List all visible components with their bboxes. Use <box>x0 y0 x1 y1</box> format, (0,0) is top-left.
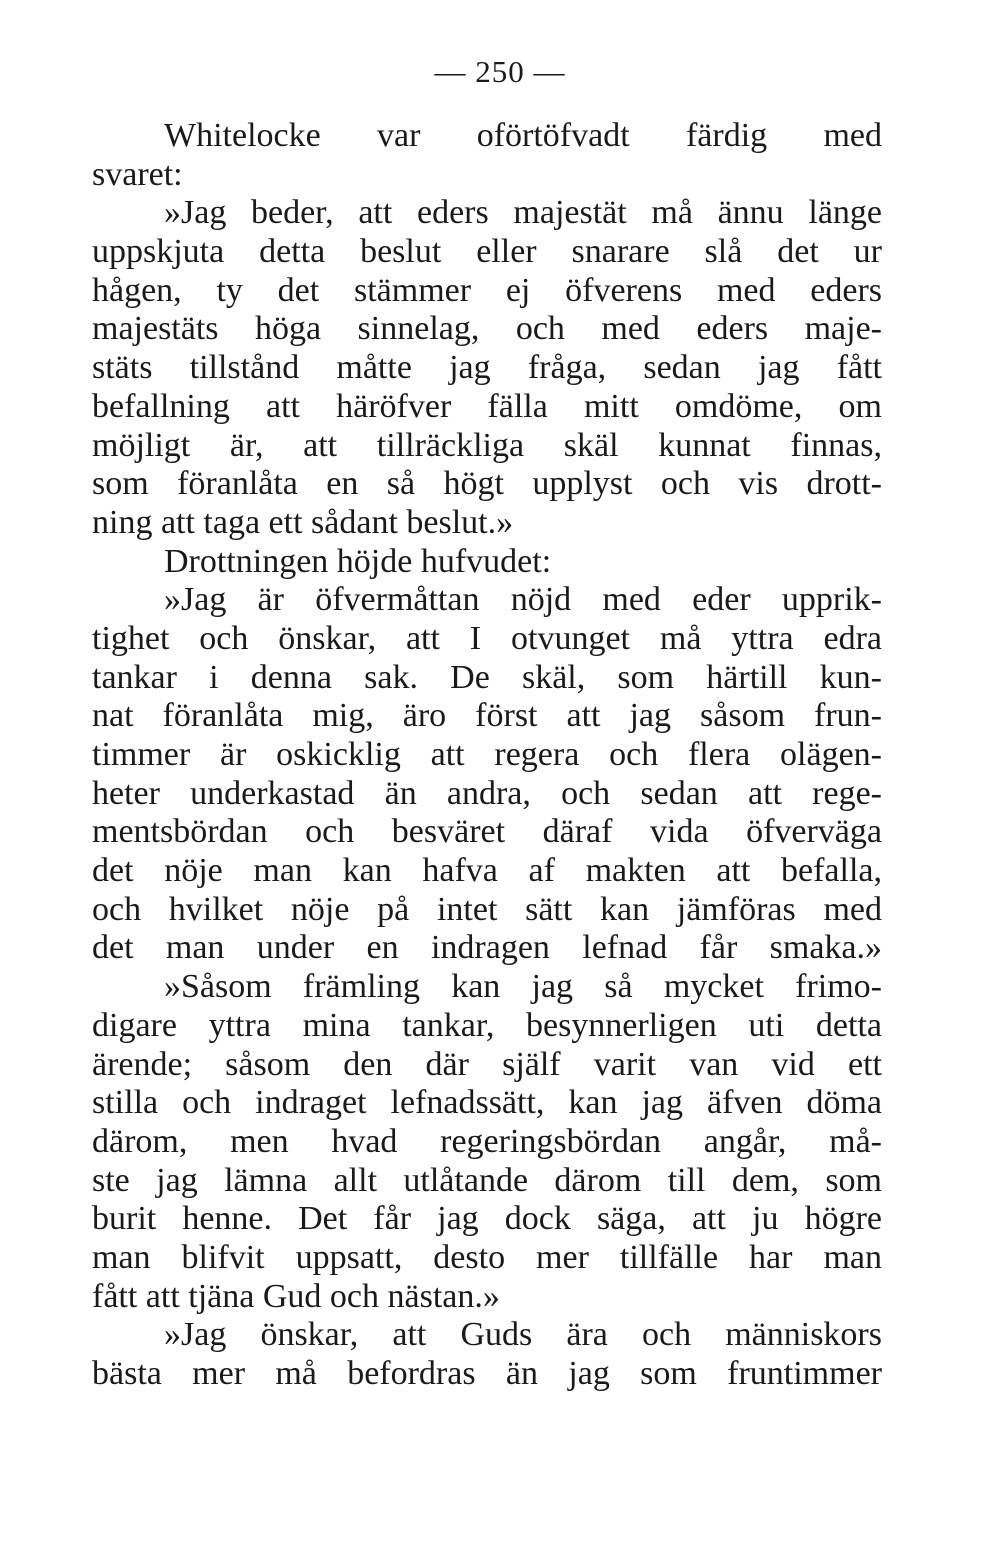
text-line: befallning att häröfver fälla mitt omdöme, om <box>92 387 882 425</box>
text-line: tankar i denna sak. De skäl, som härtill kun- <box>92 658 882 696</box>
text-line: stäts tillstånd måtte jag fråga, sedan jag fått <box>92 349 882 387</box>
text-line: svaret: <box>92 155 183 193</box>
text-line: mentsbördan och besväret däraf vida öfverväga <box>92 813 882 851</box>
text-line: fått att tjäna Gud och nästan.» <box>92 1277 500 1315</box>
text-line: »Jag är öfvermåttan nöjd med eder upprik- <box>164 581 882 619</box>
text-line: det nöje man kan hafva af makten att befalla, <box>92 852 882 890</box>
page-number: — 250 — <box>434 54 566 89</box>
text-line: timmer är oskicklig att regera och flera olägen- <box>92 736 882 773</box>
text-line: möjligt är, att tillräckliga skäl kunnat finnas, <box>92 426 882 464</box>
text-line: det man under en indragen lefnad får smaka.» <box>92 929 882 967</box>
text-line: som föranlåta en så högt upplyst och vis drott- <box>92 465 882 503</box>
text-line: bästa mer må befordras än jag som fruntimmer <box>92 1355 882 1392</box>
text-line: ste jag lämna allt utlåtande därom till dem, som <box>92 1161 882 1199</box>
text-line: nat föranlåta mig, äro först att jag såsom frun- <box>92 697 882 735</box>
text-line: burit henne. Det får jag dock säga, att ju högre <box>92 1200 882 1238</box>
text-line: Drottningen höjde hufvudet: <box>164 542 552 580</box>
text-line: och hvilket nöje på intet sätt kan jämföras med <box>92 890 882 928</box>
text-line: stilla och indraget lefnadssätt, kan jag äfven döma <box>92 1084 882 1122</box>
text-line: uppskjuta detta beslut eller snarare slå det ur <box>92 233 882 271</box>
text-line: därom, men hvad regeringsbördan angår, må- <box>92 1122 882 1160</box>
text-line: Whitelocke var oförtöfvadt färdig med <box>164 117 882 154</box>
text-line: »Jag beder, att eders majestät må ännu länge <box>164 194 882 232</box>
text-line: »Jag önskar, att Guds ära och människors <box>164 1316 882 1354</box>
text-line: digare yttra mina tankar, besynnerligen uti detta <box>92 1006 882 1044</box>
text-line: majestäts höga sinnelag, och med eders maje- <box>92 310 882 348</box>
text-line: »Såsom främling kan jag så mycket frimo- <box>164 968 882 1006</box>
text-line: ärende; såsom den där själf varit van vid ett <box>92 1045 882 1083</box>
text-line: hågen, ty det stämmer ej öfverens med eders <box>92 271 882 309</box>
body-text <box>92 117 882 1394</box>
text-line: heter underkastad än andra, och sedan att rege- <box>92 774 882 812</box>
text-line: tighet och önskar, att I otvunget må yttra edra <box>92 619 882 657</box>
text-line: man blifvit uppsatt, desto mer tillfälle har man <box>92 1238 882 1276</box>
text-line: ning att taga ett sådant beslut.» <box>92 503 514 541</box>
